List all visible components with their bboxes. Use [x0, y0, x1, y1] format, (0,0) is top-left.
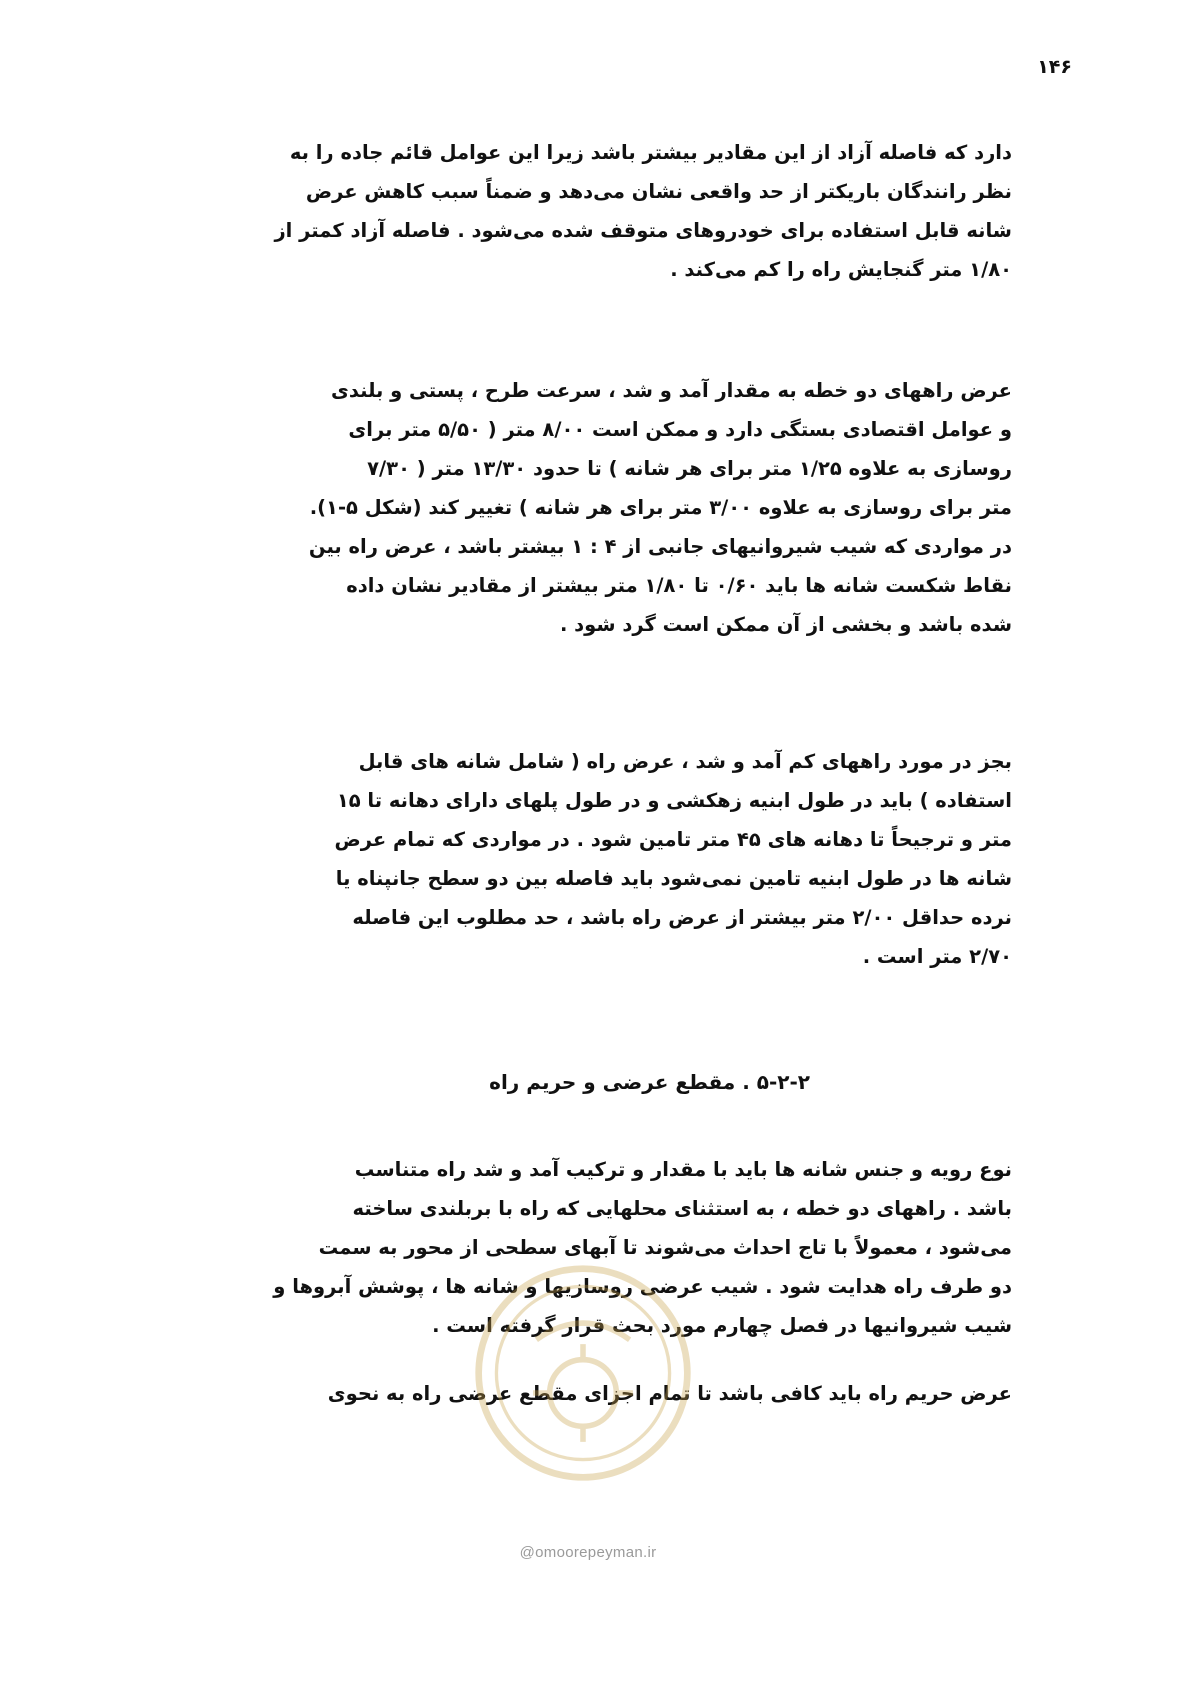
paragraph-line: نرده حداقل ۲/۰۰ متر بیشتر از عرض راه باشد ، حد مطلوب این فاصله [352, 906, 1012, 929]
paragraph-line: و عوامل اقتصادی بستگی دارد و ممکن است ۸/۰۰ متر ( ۵/۵۰ متر برای [348, 418, 1012, 441]
paragraph-line: شده باشد و بخشی از آن ممکن است گرد شود . [559, 613, 1012, 636]
paragraph-line: عرض راههای دو خطه به مقدار آمد و شد ، سرعت طرح ، پستی و بلندی [330, 379, 1012, 402]
watermark-text: @omoorepeyman.ir [519, 1544, 657, 1561]
section-title: مقطع عرضی و حریم راه [489, 1070, 736, 1094]
section-heading [489, 1070, 810, 1094]
paragraph-3 [212, 742, 1012, 976]
paragraph-line: متر برای روسازی به علاوه ۳/۰۰ متر برای هر شانه ) تغییر کند (شکل ۵-۱). [309, 496, 1012, 519]
paragraph-line: دارد که فاصله آزاد از این مقادیر بیشتر باشد زیرا این عوامل قائم جاده را به [289, 141, 1012, 164]
paragraph-line: نوع رویه و جنس شانه ها باید با مقدار و ترکیب آمد و شد راه متناسب [354, 1158, 1012, 1181]
paragraph-line: می‌شود ، معمولاً با تاج احداث می‌شوند تا آبهای سطحی از محور به سمت [318, 1236, 1012, 1259]
page-number: ۱۴۶ [1037, 56, 1072, 78]
paragraph-line: متر و ترجیحاً تا دهانه های ۴۵ متر تامین شود . در مواردی که تمام عرض [334, 828, 1012, 851]
paragraph-line: باشد . راههای دو خطه ، به استثنای محلهایی که راه با بربلندی ساخته [352, 1197, 1012, 1220]
paragraph-line: روسازی به علاوه ۱/۲۵ متر برای هر شانه ) تا حدود ۱۳/۳۰ متر ( ۷/۳۰ [367, 457, 1012, 480]
paragraph-line: شانه ها در طول ابنیه تامین نمی‌شود باید فاصله بین دو سطح جانپناه یا [335, 867, 1012, 890]
paragraph-1 [212, 133, 1012, 289]
paragraph-2 [212, 371, 1012, 644]
paragraph-line: ۲/۷۰ متر است . [862, 945, 1012, 968]
paragraph-line: عرض حریم راه باید کافی باشد تا تمام اجزای مقطع عرضی راه به نحوی [327, 1382, 1012, 1405]
paragraph-5 [212, 1374, 1012, 1413]
paragraph-line: در مواردی که شیب شیروانیهای جانبی از ۴ : ۱ بیشتر باشد ، عرض راه بین [308, 535, 1012, 558]
paragraph-line: استفاده ) باید در طول ابنیه زهکشی و در طول پلهای دارای دهانه تا ۱۵ [336, 789, 1012, 812]
paragraph-4 [212, 1150, 1012, 1345]
paragraph-line: شانه قابل استفاده برای خودروهای متوقف شده می‌شود . فاصله آزاد کمتر از [274, 219, 1012, 242]
paragraph-line: ۱/۸۰ متر گنجایش راه را کم می‌کند . [670, 258, 1012, 281]
paragraph-line: بجز در مورد راههای کم آمد و شد ، عرض راه ( شامل شانه های قابل [358, 750, 1012, 773]
paragraph-line: نقاط شکست شانه ها باید ۰/۶۰ تا ۱/۸۰ متر بیشتر از مقادیر نشان داده [346, 574, 1012, 597]
section-number: ۵-۲-۲ . [742, 1070, 810, 1094]
paragraph-line: دو طرف راه هدایت شود . شیب عرضی روسازیها و شانه ها ، پوشش آبروها و [273, 1275, 1012, 1298]
paragraph-line: شیب شیروانیها در فصل چهارم مورد بحث قرار گرفته است . [432, 1314, 1012, 1337]
paragraph-line: نظر رانندگان باریکتر از حد واقعی نشان می‌دهد و ضمناً سبب کاهش عرض [305, 180, 1012, 203]
